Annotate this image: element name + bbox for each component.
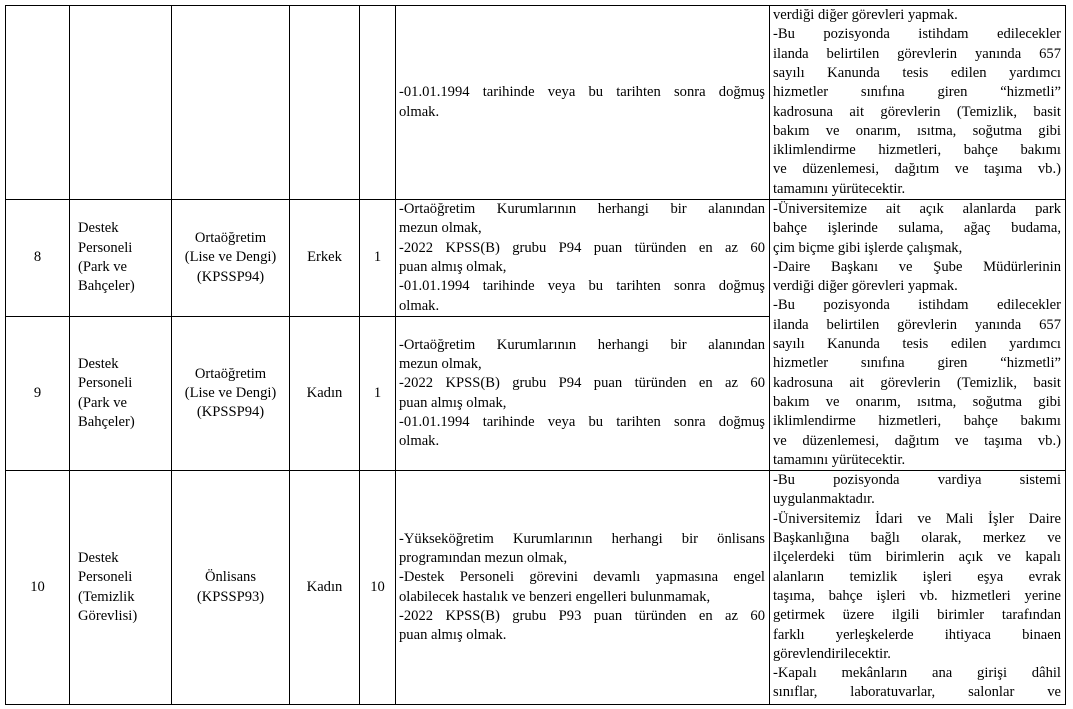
requirement-line: olmak.	[399, 433, 440, 450]
requirement-line: -2022 KPSS(B) grubu P93 puan türünden en az 60	[399, 607, 765, 624]
education-line: Ortaöğretim	[194, 230, 267, 247]
table-row	[6, 200, 1066, 317]
duties-cell	[770, 6, 1066, 200]
education-cell	[172, 6, 290, 200]
requirement-line: -Destek Personeli görevini devamlı yapmasına engel	[399, 569, 765, 586]
duty-line: ilanda belirtilen görevlerin yanında 657	[773, 45, 1061, 62]
duty-line: farklı yerleşkelerde ihtiyaca binaen	[773, 626, 1061, 643]
requirements-cell	[396, 200, 770, 317]
education-line: (Lise ve Dengi)	[184, 249, 277, 266]
duty-line: çim biçme gibi işlerde çalışmak,	[773, 239, 963, 256]
education-cell	[172, 200, 290, 317]
duty-line: verdiği diğer görevleri yapmak.	[773, 7, 958, 24]
duty-line: -Üniversitemize ait açık alanlarda park	[773, 201, 1061, 217]
requirement-line: mezun olmak,	[399, 356, 482, 373]
unit-line: Personeli	[78, 375, 133, 392]
education-line: (KPSSP94)	[196, 404, 265, 421]
duty-line: taşıma, bahçe işleri vb. hizmetleri yerine	[773, 587, 1061, 604]
requirement-line: programından mezun olmak,	[399, 550, 568, 567]
duty-line: -Daire Başkanı ve Şube Müdürlerinin	[773, 258, 1061, 275]
requirement-line: -2022 KPSS(B) grubu P94 puan türünden en az 60	[399, 239, 765, 256]
duty-line: ilanda belirtilen görevlerin yanında 657	[773, 316, 1061, 333]
duty-line: bakım ve onarım, ısıtma, soğutma gibi	[773, 393, 1061, 410]
position-no-cell: 9	[6, 317, 70, 471]
requirement-line: -Ortaöğretim Kurumlarının herhangi bir alanından	[399, 201, 765, 218]
unit-line: Destek	[78, 220, 119, 237]
unit-line: Destek	[78, 356, 119, 373]
duty-line: ve düzenlemesi, dağıtım ve taşıma vb.)	[773, 161, 1061, 178]
duty-line: ve düzenlemesi, dağıtım ve taşıma vb.)	[773, 432, 1061, 449]
duty-line: -Bu pozisyonda istihdam edilecekler	[773, 26, 1061, 43]
duty-line: getirmek üzere ilgili birimler tarafından	[773, 607, 1061, 624]
unit-cell	[70, 317, 172, 471]
duty-line: görevlendirilecektir.	[773, 645, 891, 662]
unit-line: Bahçeler)	[78, 278, 135, 295]
position-no-cell: 8	[6, 200, 70, 317]
unit-line: Bahçeler)	[78, 413, 135, 430]
duty-line: kadrosuna ait görevlerin (Temizlik, basit	[773, 103, 1061, 120]
requirement-line: puan almış olmak,	[399, 394, 507, 411]
position-no-cell	[6, 6, 70, 200]
unit-line: Personeli	[78, 569, 133, 586]
requirement-line: -01.01.1994 tarihinde veya bu tarihten sonra doğmuş	[399, 413, 765, 430]
duty-line: bakım ve onarım, ısıtma, soğutma gibi	[773, 122, 1061, 139]
position-no-cell: 10	[6, 471, 70, 705]
requirements-cell	[396, 471, 770, 705]
requirement-line: puan almış olmak.	[399, 627, 507, 644]
duty-line: -Bu pozisyonda istihdam edilecekler	[773, 297, 1061, 314]
unit-cell	[70, 471, 172, 705]
duties-cell	[770, 200, 1066, 471]
education-line: (Lise ve Dengi)	[184, 384, 277, 401]
duty-line: uygulanmaktadır.	[773, 491, 875, 508]
duty-line: ilçelerdeki tüm birimlerin açık ve kapalı	[773, 549, 1061, 566]
requirement-line: mezun olmak,	[399, 220, 482, 237]
table-row	[6, 6, 1066, 200]
duty-line: kadrosuna ait görevlerin (Temizlik, basit	[773, 374, 1061, 391]
gender-cell	[290, 6, 360, 200]
duty-line: iklimlendirme hizmetleri, bahçe bakımı	[773, 142, 1061, 159]
requirements-cell	[396, 6, 770, 200]
duty-line: Başkanlığına bağlı olarak, merkez ve	[773, 530, 1061, 547]
gender-cell: Erkek	[290, 200, 360, 317]
duties-cell	[770, 471, 1066, 705]
duty-line: -Bu pozisyonda vardiya sistemi	[773, 472, 1061, 489]
unit-cell	[70, 6, 172, 200]
duty-line: sayılı Kanunda tesis edilen yardımcı	[773, 64, 1061, 81]
duty-line: bahçe işlerinde sulama, ağaç budama,	[773, 220, 1061, 237]
duty-line: alanların temizlik işleri eşya evrak	[773, 568, 1061, 585]
education-line: (KPSSP93)	[196, 588, 265, 605]
gender-cell: Kadın	[290, 317, 360, 471]
education-cell	[172, 317, 290, 471]
duty-line: tamamını yürütecektir.	[773, 180, 906, 197]
requirement-line: olabilecek hastalık ve benzeri engelleri bulunmamak,	[399, 588, 711, 605]
duty-line: verdiği diğer görevleri yapmak.	[773, 278, 958, 295]
education-line: (KPSSP94)	[196, 268, 265, 285]
unit-line: (Park ve	[78, 259, 128, 276]
requirement-line: -01.01.1994 tarihinde veya bu tarihten sonra doğmuş	[399, 84, 765, 101]
education-line: Önlisans	[204, 569, 257, 586]
unit-line: Personeli	[78, 239, 133, 256]
gender-cell: Kadın	[290, 471, 360, 705]
duty-line: sınıflar, laboratuvarlar, salonlar ve	[773, 684, 1061, 701]
positions-table	[5, 5, 1066, 705]
unit-cell	[70, 200, 172, 317]
count-cell: 1	[360, 200, 396, 317]
count-cell: 10	[360, 471, 396, 705]
requirement-line: olmak.	[399, 297, 440, 314]
duty-line: -Kapalı mekânların ana girişi dâhil	[773, 665, 1061, 682]
unit-line: (Park ve	[78, 394, 128, 411]
requirement-line: -Ortaöğretim Kurumlarının herhangi bir alanından	[399, 336, 765, 353]
requirement-line: puan almış olmak,	[399, 259, 507, 276]
count-cell: 1	[360, 317, 396, 471]
duty-line: hizmetler sınıfına giren “hizmetli”	[773, 84, 1061, 101]
education-line: Ortaöğretim	[194, 365, 267, 382]
unit-line: Destek	[78, 550, 119, 567]
unit-line: Görevlisi)	[78, 607, 138, 624]
education-cell	[172, 471, 290, 705]
requirement-line: olmak.	[399, 103, 440, 120]
table-row	[6, 471, 1066, 705]
requirements-cell	[396, 317, 770, 471]
count-cell	[360, 6, 396, 200]
requirement-line: -01.01.1994 tarihinde veya bu tarihten sonra doğmuş	[399, 278, 765, 295]
unit-line: (Temizlik	[78, 588, 135, 605]
requirement-line: -Yükseköğretim Kurumlarının herhangi bir önlisans	[399, 530, 765, 547]
duty-line: -Üniversitemiz İdari ve Mali İşler Daire	[773, 510, 1061, 527]
duty-line: iklimlendirme hizmetleri, bahçe bakımı	[773, 413, 1061, 430]
duty-line: hizmetler sınıfına giren “hizmetli”	[773, 355, 1061, 372]
duty-line: sayılı Kanunda tesis edilen yardımcı	[773, 336, 1061, 353]
duty-line: tamamını yürütecektir.	[773, 451, 906, 468]
requirement-line: -2022 KPSS(B) grubu P94 puan türünden en az 60	[399, 375, 765, 392]
